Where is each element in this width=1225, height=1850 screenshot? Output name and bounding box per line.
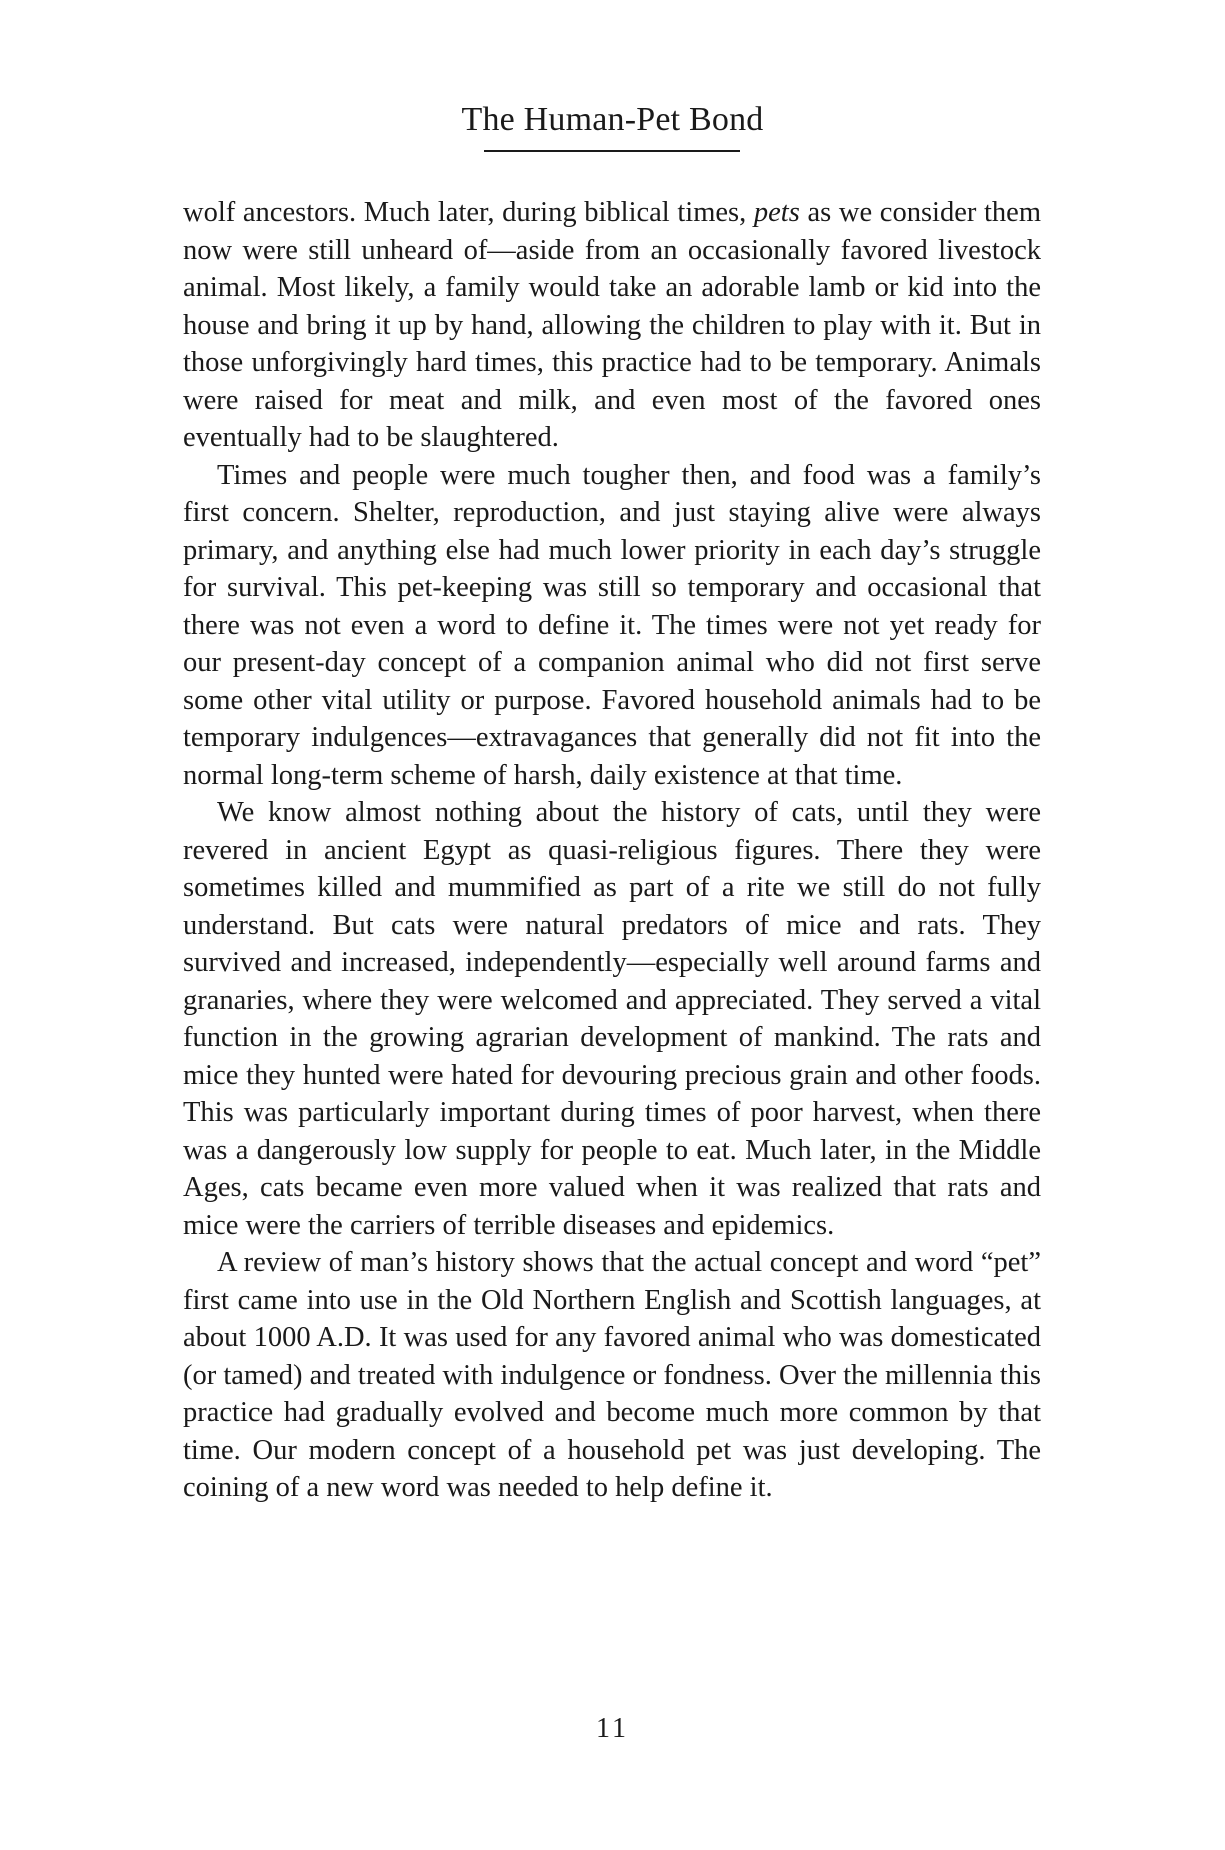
paragraph-2: Times and people were much tougher then, and food was a family’s first concern. Shelter, reproduction, and just staying alive were always primary, and anything else had much lower priority in each day’s struggle for survival. This pet-keeping was still so temporary and occasional that there was not even a word to define it. The times were not yet ready for our present-day concept of a companion animal who did not first serve some other vital utility or purpose. Favored household animals had to be temporary indulgences—extravagances that generally did not fit into the normal long-term scheme of harsh, daily existence at that time.: [183, 459, 1041, 791]
paragraph-1-emphasis: pets: [753, 197, 800, 228]
paragraph-1: [183, 194, 1041, 457]
paragraph-1-rest: as we consider them now were still unheard of—aside from an occasionally favored livestock animal. Most likely, a family would take an adorable lamb or kid into the house and bring it up by hand, allowing the children to play with it. But in those unforgivingly hard times, this practice had to be temporary. Animals were raised for meat and milk, and even most of the favored ones eventually had to be slaughtered.: [183, 197, 1041, 453]
paragraph-3: We know almost nothing about the history of cats, until they were revered in ancient Egypt as quasi-religious figures. There they were sometimes killed and mummified as part of a rite we still do not fully understand. But cats were natural predators of mice and rats. They survived and increased, independently—especially well around farms and granaries, where they were welcomed and appreciated. They served a vital function in the growing agrarian development of mankind. The rats and mice they hunted were hated for devouring precious grain and other foods. This was particularly important during times of poor harvest, when there was a dangerously low supply for people to eat. Much later, in the Middle Ages, cats became even more valued when it was realized that rats and mice were the carriers of terrible diseases and epidemics.: [183, 797, 1041, 1241]
page-number: 11: [596, 1713, 629, 1744]
body-text: [183, 194, 1041, 1507]
paragraph-4: A review of man’s history shows that the actual concept and word “pet” first came into use in the Old Northern English and Scottish languages, at about 1000 A.D. It was used for any favored animal who was domesticated (or tamed) and treated with indulgence or fondness. Over the millennia this practice had gradually evolved and become much more common by that time. Our modern concept of a household pet was just developing. The coining of a new word was needed to help define it.: [183, 1247, 1041, 1503]
running-head-title: The Human-Pet Bond: [461, 101, 764, 138]
running-head-rule: [484, 150, 740, 152]
paragraph-1-lead: wolf ancestors. Much later, during biblical times,: [183, 197, 754, 228]
